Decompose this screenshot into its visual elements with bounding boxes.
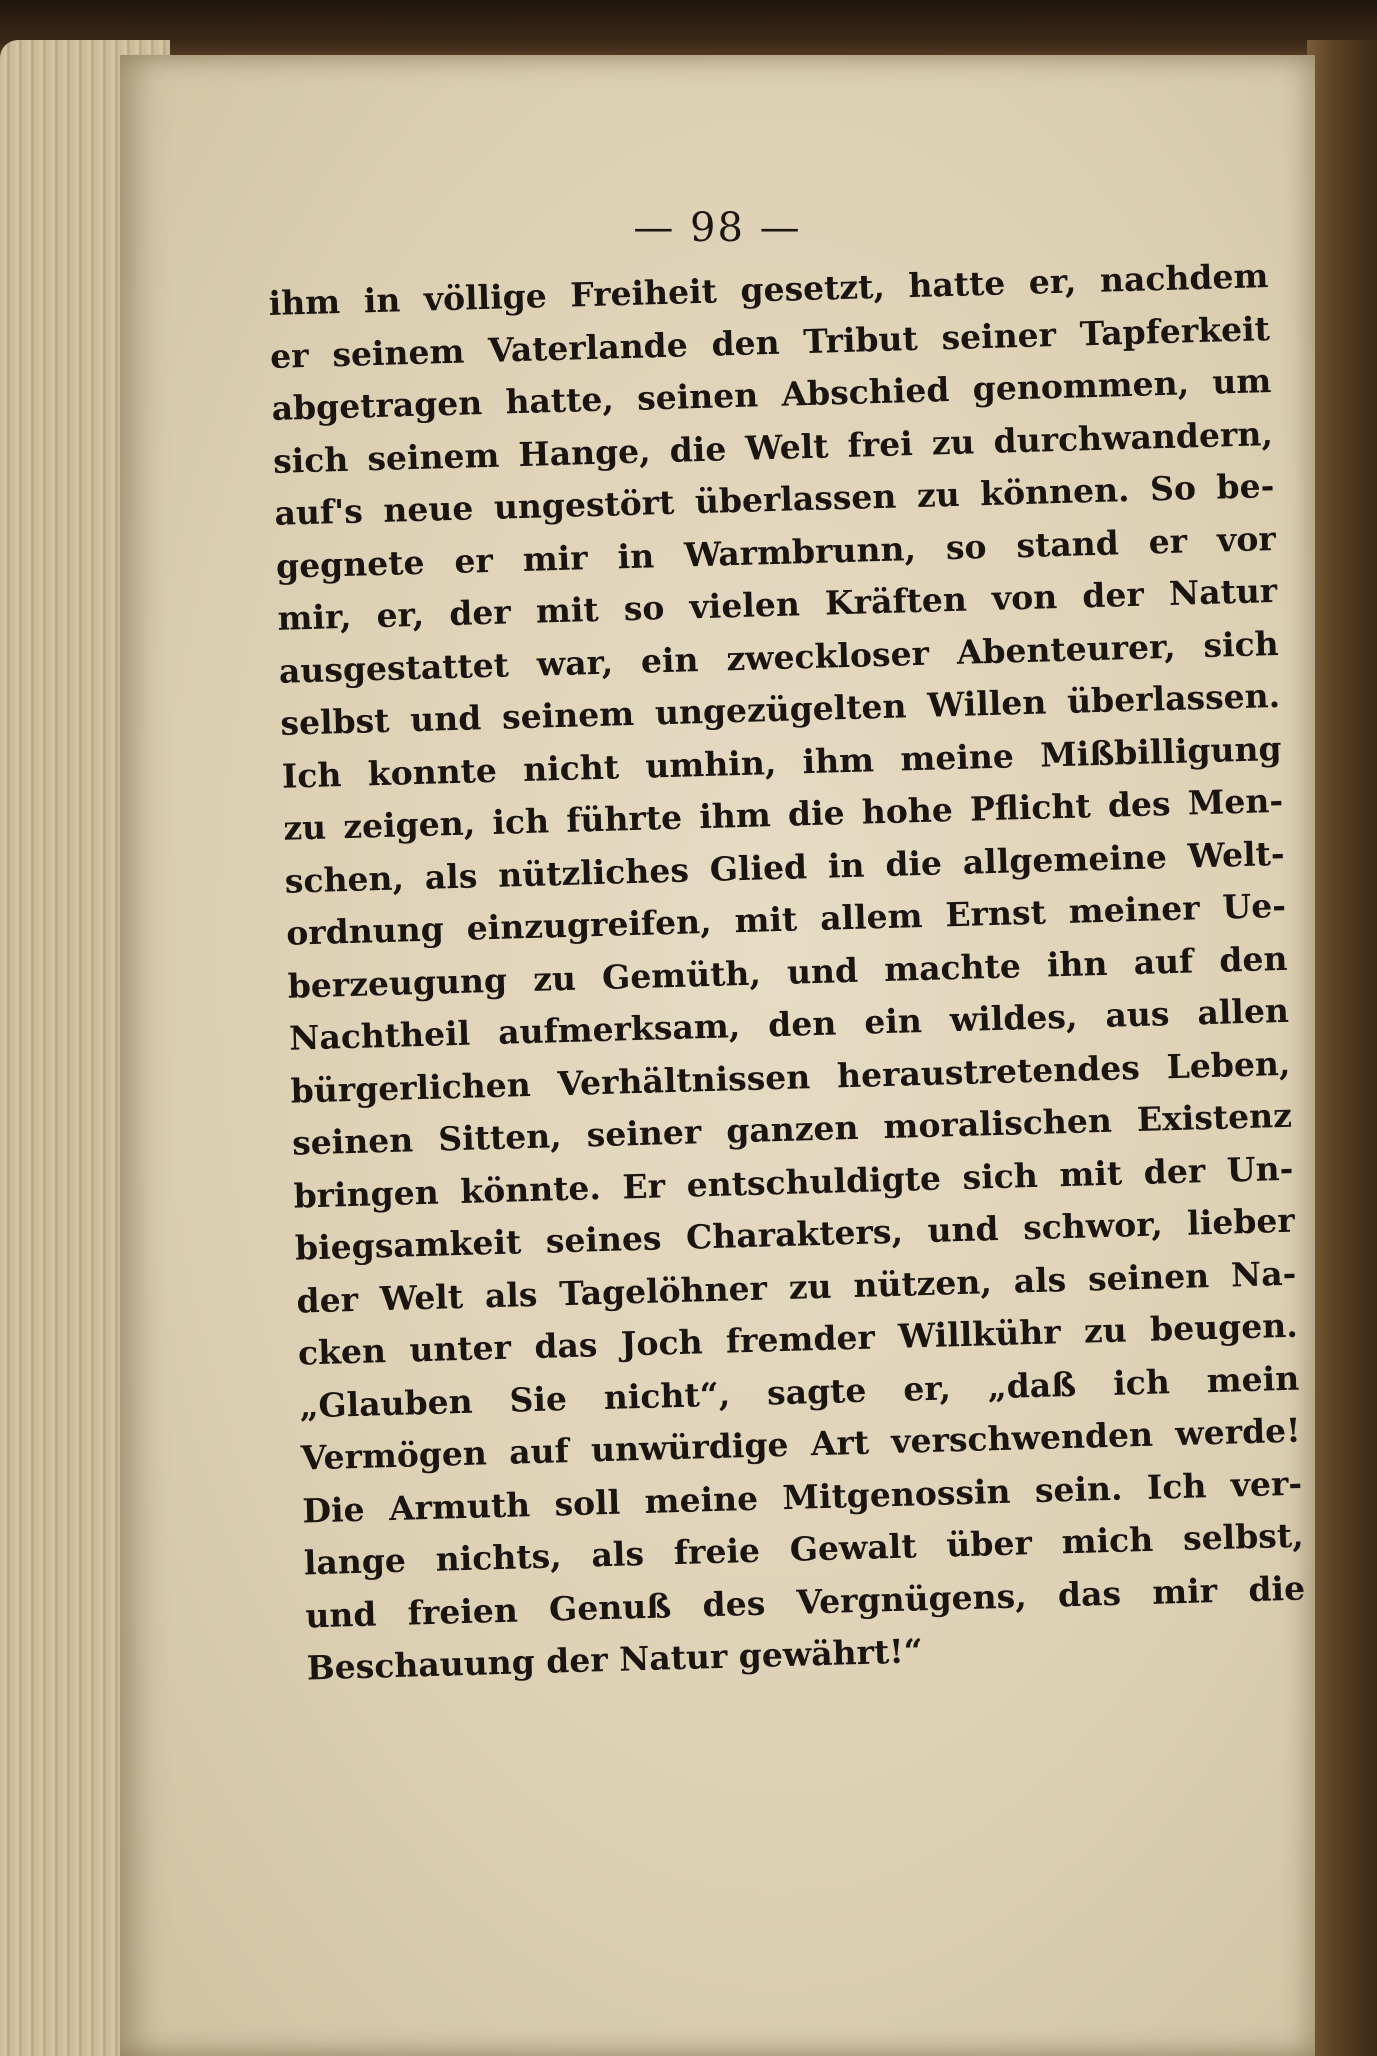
text-line: Nachtheil aufmerksam, den ein wildes, aus allen bbox=[288, 990, 1290, 1058]
text-line: Beschauung der Natur gewährt!“ bbox=[306, 1631, 924, 1688]
text-line: Vermögen auf unwürdige Art verschwenden werde! bbox=[300, 1410, 1302, 1478]
text-line: Die Armuth soll meine Mitgenossin sein. Ich ver- bbox=[301, 1463, 1303, 1531]
text-line: und freien Genuß des Vergnügens, das mir die bbox=[304, 1568, 1306, 1635]
text-line: ordnung einzugreifen, mit allem Ernst meiner Ue- bbox=[285, 885, 1287, 953]
text-line: seinen Sitten, seiner ganzen moralischen Existenz bbox=[291, 1095, 1293, 1163]
text-line: cken unter das Joch fremder Willkühr zu beugen. bbox=[297, 1305, 1299, 1373]
text-line: sich seinem Hange, die Welt frei zu durchwandern, bbox=[272, 413, 1274, 481]
text-line: zu zeigen, ich führte ihm die hohe Pflicht des Men- bbox=[282, 780, 1284, 848]
text-line: er seinem Vaterlande den Tribut seiner Tapferkeit bbox=[269, 308, 1271, 376]
text-line: gegnete er mir in Warmbrunn, so stand er vor bbox=[275, 518, 1277, 586]
text-line: Ich konnte nicht umhin, ihm meine Mißbilligung bbox=[281, 728, 1283, 796]
text-line: bürgerlichen Verhältnissen heraustretendes Leben, bbox=[290, 1043, 1291, 1111]
text-line: selbst und seinem ungezügelten Willen überlassen. bbox=[279, 675, 1281, 743]
text-line: mir, er, der mit so vielen Kräften von der Natur bbox=[276, 570, 1278, 638]
page-text bbox=[268, 250, 1307, 1695]
book-cover-edge bbox=[1307, 40, 1377, 2056]
text-line: ausgestattet war, ein zweckloser Abenteurer, sich bbox=[278, 623, 1280, 691]
text-line: auf's neue ungestört überlassen zu können. So be- bbox=[274, 465, 1275, 533]
text-line: bringen könnte. Er entschuldigte sich mit der Un- bbox=[293, 1148, 1294, 1216]
text-line: „Glauben Sie nicht“, sagte er, „daß ich mein bbox=[298, 1358, 1300, 1426]
binding-shadow bbox=[0, 0, 1377, 60]
text-line: abgetragen hatte, seinen Abschied genommen, um bbox=[271, 361, 1272, 428]
text-line: lange nichts, als freie Gewalt über mich selbst, bbox=[303, 1515, 1305, 1583]
text-line: der Welt als Tagelöhner zu nützen, als seinen Na- bbox=[296, 1253, 1297, 1321]
text-line: schen, als nützliches Glied in die allgemeine Welt- bbox=[284, 833, 1285, 901]
text-line: ihm in völlige Freiheit gesetzt, hatte er, nachdem bbox=[268, 256, 1269, 323]
text-line: biegsamkeit seines Charakters, und schwor, lieber bbox=[294, 1200, 1296, 1268]
page-number: — 98 — bbox=[633, 205, 802, 251]
text-line: berzeugung zu Gemüth, und machte ihn auf den bbox=[287, 938, 1288, 1006]
